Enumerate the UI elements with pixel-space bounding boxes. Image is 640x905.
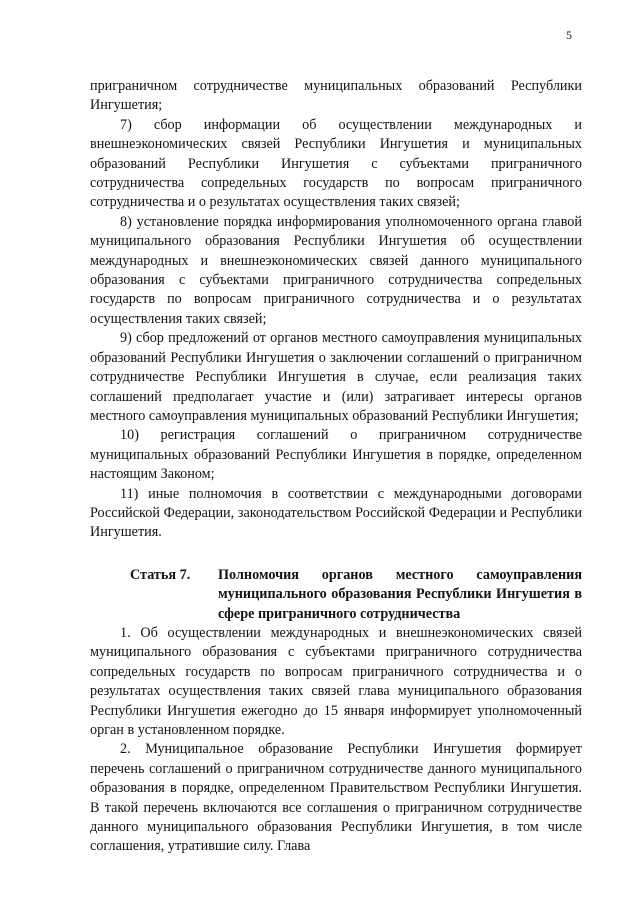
article-heading bbox=[90, 566, 582, 624]
article-paragraph-2: 2. Муниципальное образование Республики Ингушетия формирует перечень соглашений о приграничном сотрудничестве данного муниципального образования в порядке, определенном Правительством Республики Ингушетия. В такой перечень включаются все соглашения о приграничном сотрудничестве данного муниципального образования Республики Ингушетия, в том числе соглашения, утратившие силу. Глава bbox=[90, 741, 582, 855]
document-body bbox=[90, 77, 582, 857]
list-item-10: 10) регистрация соглашений о приграничном сотрудничестве муниципальных образований Республики Ингушетия в порядке, определенном настоящим Законом; bbox=[90, 427, 582, 483]
paragraph-continuation: приграничном сотрудничестве муниципальных образований Республики Ингушетия; bbox=[90, 78, 582, 114]
list-item-11: 11) иные полномочия в соответствии с международными договорами Российской Федерации, законодательством Российской Федерации и Республики Ингушетия. bbox=[90, 485, 582, 541]
list-item-8: 8) установление порядка информирования уполномоченного органа главой муниципального образования Республики Ингушетия об осуществлении международных и внешнеэкономических связей данного муниципального образования с субъектами приграничного сотрудничества сопредельных государств по вопросам приграничного сотрудничества и о результатах осуществления таких связей; bbox=[90, 213, 582, 327]
list-item-9: 9) сбор предложений от органов местного самоуправления муниципальных образований Республики Ингушетия о заключении соглашений о приграничном сотрудничестве Республики Ингушетия в случае, если реализация таких соглашений предполагает участие и (или) затрагивает интересы органов местного самоуправления муниципальных образований Республики Ингушетия; bbox=[90, 330, 582, 424]
article-label: Статья 7. bbox=[130, 566, 191, 583]
article-title: Полномочия органов местного самоуправления муниципального образования Республики Ингушетия в сфере приграничного сотрудничества bbox=[218, 566, 582, 622]
list-item-7: 7) сбор информации об осуществлении международных и внешнеэкономических связей Республики Ингушетия и муниципальных образований Республики Ингушетия с субъектами приграничного сотрудничества сопредельных государств по вопросам приграничного сотрудничества и о результатах осуществления таких связей; bbox=[90, 116, 582, 211]
page-number: 5 bbox=[566, 28, 572, 42]
article-paragraph-1: 1. Об осуществлении международных и внешнеэкономических связей муниципального образования с субъектами приграничного сотрудничества сопредельных государств по вопросам приграничного сотрудничества и о результатах осуществления таких связей глава муниципального образования Республики Ингушетия ежегодно до 15 января информирует уполномоченный орган в установленном порядке. bbox=[90, 624, 582, 738]
